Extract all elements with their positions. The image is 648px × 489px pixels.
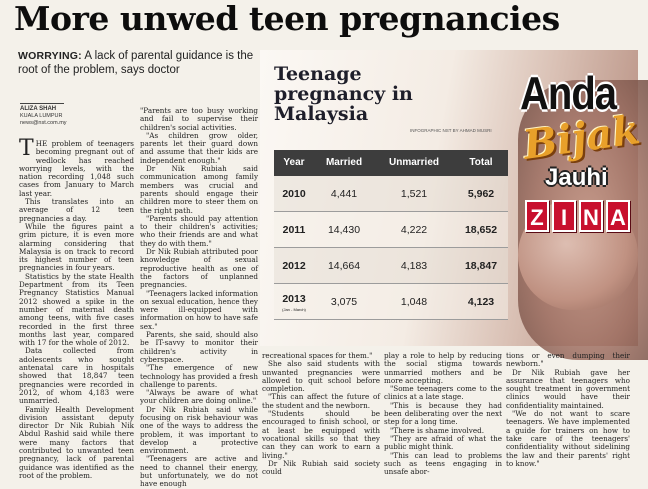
drop-cap: T <box>19 136 34 161</box>
cell-married: 14,430 <box>327 224 361 236</box>
paragraph: tions or even dumping their newborn." <box>506 351 630 369</box>
paragraph: "This can affect the future of the student and the newborn. <box>262 392 380 410</box>
logo-word-zina <box>525 200 630 232</box>
cell-total: 18,652 <box>464 224 498 236</box>
column-header-married: Married <box>325 157 363 168</box>
cell-married: 4,441 <box>330 188 358 200</box>
paragraph: "Teenagers are active and need to channel their energy, but unfortunately, we do not have enough <box>140 454 258 489</box>
table-row <box>274 212 508 248</box>
column-header-total: Total <box>469 157 493 168</box>
byline <box>20 103 130 127</box>
paragraph: Dr Nik Rubiah said communication among family members was crucial and parents should engage their children more to steer them on the right path. <box>140 164 258 215</box>
paragraph: She also said students with unwanted pregnancies were allowed to quit school before completion. <box>262 359 380 394</box>
paragraph: While the figures paint a grim picture, it is even more alarming considering that Malaysia is on track to record its highest number of teen pregnancies in four years. <box>19 221 134 273</box>
paragraph: "Some teenagers come to the clinics at a late stage. <box>384 384 502 402</box>
cell-total: 4,123 <box>467 296 495 308</box>
paragraph: "This can lead to problems such as teens engaging in unsafe abor- <box>384 450 502 477</box>
cell-year: 2011 <box>282 224 306 236</box>
cell-year: 2012 <box>282 260 306 272</box>
campaign-logo <box>515 68 643 272</box>
table-row <box>274 176 508 212</box>
paragraph: "Parents are too busy working and fail to supervise their children's social activities. <box>140 106 258 132</box>
paragraph: Family Health Development division assistant deputy director Dr Nik Rubiah Nik Abdul Rashid said while there were many factors that contributed to unwanted teen pregnancy, lack of parental guidance was identified as the root of the problem. <box>19 404 134 480</box>
paragraph: Dr Nik Rubiah said society could <box>262 458 380 477</box>
deck-text: A lack of parental guidance is the root of the problem, says doctor <box>18 50 254 76</box>
logo-letter: A <box>606 200 630 232</box>
cell-unmarried: 1,048 <box>400 296 428 308</box>
paragraph: recreational spaces for them." <box>262 351 373 360</box>
paragraph: play a role to help by reducing the social stigma towards unmarried mothers and be more accepting. <box>384 351 502 385</box>
byline-email: news@nst.com.my <box>20 120 67 126</box>
column-header-unmarried: Unmarried <box>388 157 439 168</box>
cell-unmarried: 1,521 <box>400 188 428 200</box>
deck-label: WORRYING: <box>18 50 82 62</box>
cell-total: 5,962 <box>467 188 495 200</box>
paragraph: Statistics by the state Health Department from its Teen Pregnancy Statistics Manual 2012 showed a spike in the number of maternal death among teens, with five cases recorded in the first three months last year, compared with 17 for the whole of 2012. <box>19 271 134 348</box>
paragraph: "Parents should pay attention to their children's activities; who their friends are and what they do with them." <box>140 213 258 248</box>
cell-year: 2013 (Jan - March) <box>274 284 314 319</box>
byline-location: KUALA LUMPUR <box>20 113 63 119</box>
paragraph: Parents, she said, should also be IT-savvy to monitor their children's activity in cyberspace. <box>140 330 258 364</box>
paragraph: "Students should be encouraged to finish school, or at least be equipped with vocational skills so that they can they can work to earn a living." <box>262 409 380 460</box>
cell-year: 2010 <box>282 188 306 200</box>
table-header <box>274 150 508 176</box>
paragraph: THE problem of teenagers becoming pregnant out of wedlock has reached worrying levels, with the nation recording 1,048 such cases from January to March last year. <box>19 136 134 198</box>
paragraph: "We do not want to scare teenagers. We have implemented a guide for trainers on how to take care of the teenagers' confidentiality without sidelining the law and their parents' right to know." <box>506 409 630 468</box>
paragraph: "Teenagers lacked information on sexual education, hence they were ill-equipped with information on how to have safe sex." <box>140 288 258 331</box>
pregnancy-table <box>274 150 508 320</box>
cell-unmarried: 4,222 <box>400 224 428 236</box>
logo-word-jauhi: Jauhi <box>545 164 608 191</box>
logo-word-anda: Anda <box>520 68 616 120</box>
paragraph: "This is because they had been deliberating over the next step for a long time. <box>384 400 502 427</box>
paragraph: Data collected from adolescents who sought antenatal care in hospitals showed that 18,847 teen pregnancies were recorded in 2012, of whom 4,183 were unmarried. <box>19 346 134 406</box>
cell-year-note: (Jan - March) <box>282 307 306 312</box>
cell-unmarried: 4,183 <box>400 260 428 272</box>
logo-letter: N <box>579 200 603 232</box>
cell-married: 3,075 <box>330 296 358 308</box>
article-column-2 <box>140 106 258 489</box>
table-row <box>274 248 508 284</box>
headline: More unwed teen pregnancies <box>14 0 560 38</box>
byline-name: ALIZA SHAH <box>20 106 57 112</box>
paragraph: This translates into an average of 12 teen pregnancies a day. <box>19 197 134 223</box>
article-column-5 <box>506 352 630 470</box>
paragraph: Dr Nik Rubiah gave her assurance that teenagers who sought treatment in government clinics would have their confidentiality maintained. <box>506 367 630 410</box>
paragraph: "They are afraid of what the public might think. <box>384 433 502 452</box>
deck <box>18 49 256 77</box>
logo-word-bijak: Bijak <box>520 106 643 169</box>
table-body <box>274 176 508 320</box>
cell-total: 18,847 <box>464 260 498 272</box>
paragraph: "As children grow older, parents let their guard down and assume that their kids are independent enough." <box>140 130 258 165</box>
article-column-4 <box>384 351 502 477</box>
infographic-credit: INFOGRAPHIC NST BY AHMAD MUSRI <box>410 128 492 133</box>
paragraph: "Always be aware of what your children are doing online." <box>140 388 258 406</box>
column-header-year: Year <box>283 157 305 168</box>
paragraph: Dr Nik Rubiah said while focusing on risk behaviour was one of the ways to address the problem, it was important to develop a protective environment. <box>140 404 258 456</box>
infographic-title: Teenage pregnancy in Malaysia <box>274 63 413 125</box>
paragraph: Dr Nik Rubiah attributed poor knowledge of sexual reproductive health as one of the factors of unplanned pregnancies. <box>140 247 258 290</box>
byline-rule <box>20 103 64 104</box>
logo-letter: Z <box>525 200 549 232</box>
article-column-3 <box>262 351 380 477</box>
paragraph: "There is shame involved. <box>390 425 484 435</box>
logo-letter: I <box>552 200 576 232</box>
cell-married: 14,664 <box>327 260 361 272</box>
paragraph: "The emergence of new technology has provided a fresh challenge to parents. <box>140 363 258 389</box>
article-column-1 <box>19 136 134 480</box>
table-row <box>274 284 508 320</box>
